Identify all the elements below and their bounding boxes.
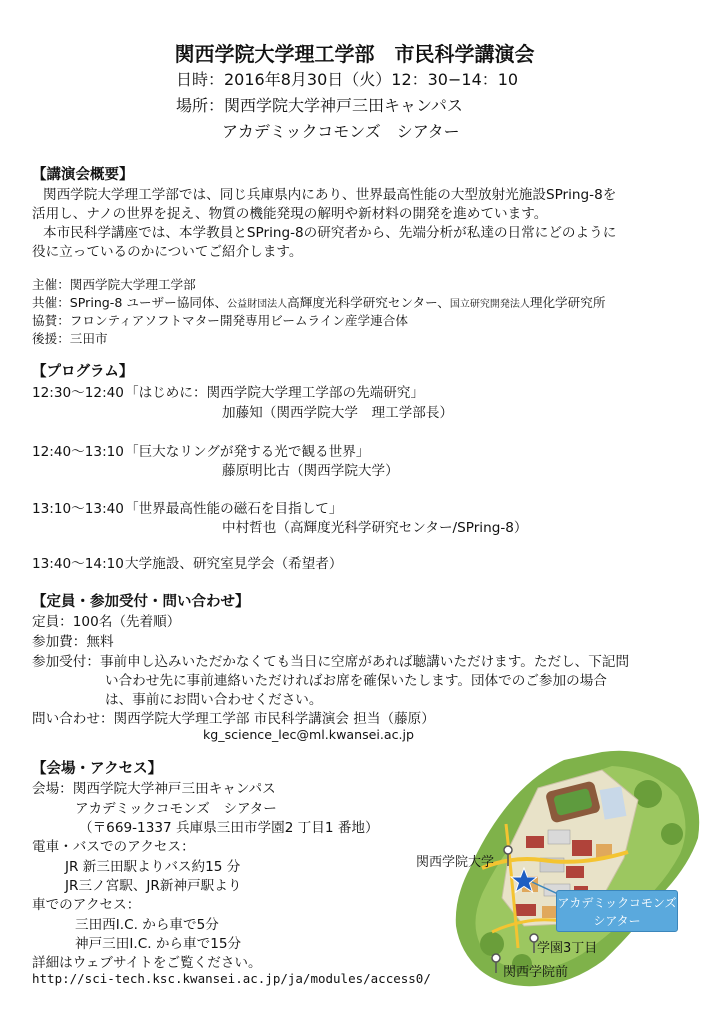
program-heading: 【プログラム】 — [32, 364, 134, 380]
sponsor-backing: 後援：三田市 — [32, 331, 108, 346]
event-venue: 場所：関西学院大学神戸三田キャンパス — [176, 96, 463, 115]
overview-line-2: 活用し、ナノの世界を捉え、物質の機能発現の解明や新材料の開発を進めています。 — [32, 206, 548, 222]
train-line-2: JR三ノ宮駅、JR新神戸駅より — [65, 878, 242, 894]
event-venue-room: アカデミックコモンズ シアター — [222, 122, 460, 141]
car-heading: 車でのアクセス： — [32, 897, 141, 913]
map-label-university: 関西学院大学 — [416, 855, 495, 870]
car-line-2: 神戸三田I.C. から車で15分 — [75, 936, 242, 952]
cohost-part: 高輝度光科学研究センター、 — [287, 295, 450, 310]
program-title: 大学施設、研究室見学会（希望者） — [125, 556, 343, 572]
cohost-part: 共催：SPring-8 ユーザー協同体、 — [32, 295, 228, 310]
program-title: 「巨大なリングが発する光で観る世界」 — [125, 444, 370, 460]
cohost-part: 理化学研究所 — [529, 295, 606, 310]
map-label-stop-kwansei: 関西学院前 — [503, 965, 569, 980]
access-venue-room: アカデミックコモンズ シアター — [75, 801, 277, 817]
callout-line: シアター — [593, 914, 641, 928]
overview-heading: 【講演会概要】 — [32, 167, 134, 183]
program-speaker: 藤原明比古（関西学院大学） — [222, 463, 399, 479]
contact-email[interactable]: kg_science_lec@ml.kwansei.ac.jp — [203, 727, 415, 742]
page-title: 関西学院大学理工学部 市民科学講演会 — [174, 42, 535, 66]
callout-line: アカデミックコモンズ — [557, 896, 677, 910]
access-heading: 【会場・アクセス】 — [32, 761, 163, 777]
reception-line-2: い合わせ先に事前連絡いただければお席を確保いたします。団体でのご参加の場合 — [105, 673, 607, 689]
program-speaker: 中村哲也（高輝度光科学研究センター/SPring-8） — [222, 520, 528, 536]
train-line-1: JR 新三田駅よりバス約15 分 — [65, 859, 241, 875]
contact: 問い合わせ：関西学院大学理工学部 市民科学講演会 担当（藤原） — [32, 711, 435, 727]
reception-line-1: 参加受付：事前申し込みいただかなくても当日に空席があれば聴講いただけます。ただし、下記問 — [32, 654, 630, 670]
program-speaker: 加藤知（関西学院大学 理工学部長） — [222, 405, 454, 421]
program-time: 12:40～13:10 — [32, 444, 124, 460]
access-venue: 会場：関西学院大学神戸三田キャンパス — [32, 781, 276, 797]
reception-line-3: は、事前にお問い合わせください。 — [105, 692, 323, 708]
train-heading: 電車・バスでのアクセス： — [32, 839, 195, 855]
program-time: 13:40～14:10 — [32, 556, 124, 572]
overview-line-3: 本市民科学講座では、本学教員とSPring-8の研究者から、先端分析が私達の日常にどのように — [43, 225, 617, 241]
map-label-stop-gakuen: 学園3丁目 — [537, 941, 598, 956]
car-line-1: 三田西I.C. から車で5分 — [75, 917, 219, 933]
access-address: （〒669-1337 兵庫県三田市学園2 丁目1 番地） — [79, 820, 379, 836]
program-title: 「世界最高性能の磁石を目指して」 — [125, 501, 343, 517]
cohost-part: 公益財団法人 — [227, 299, 288, 310]
overview-line-4: 役に立っているのかについてご紹介します。 — [32, 244, 303, 260]
overview-line-1: 関西学院大学理工学部では、同じ兵庫県内にあり、世界最高性能の大型放射光施設SPring-8を — [43, 187, 617, 203]
cohost-part: 国立研究開発法人 — [449, 299, 530, 310]
venue-callout — [556, 890, 678, 932]
registration-heading: 【定員・参加受付・問い合わせ】 — [32, 594, 250, 610]
program-time: 12:30～12:40 — [32, 385, 124, 401]
fee: 参加費：無料 — [32, 634, 114, 650]
sponsor-cohost — [32, 292, 605, 311]
program-time: 13:10～13:40 — [32, 501, 124, 517]
details-note: 詳細はウェブサイトをご覧ください。 — [32, 955, 262, 971]
sponsor-support: 協賛：フロンティアソフトマター開発専用ビームライン産学連合体 — [32, 313, 408, 328]
event-date: 日時：2016年8月30日（火）12：30−14：10 — [176, 70, 519, 89]
capacity: 定員：100名（先着順） — [32, 614, 181, 630]
access-url-link[interactable]: http://sci-tech.ksc.kwansei.ac.jp/ja/modules/access0/ — [32, 971, 431, 986]
program-title: 「はじめに：関西学院大学理工学部の先端研究」 — [125, 385, 425, 401]
sponsor-organizer: 主催：関西学院大学理工学部 — [32, 277, 196, 292]
